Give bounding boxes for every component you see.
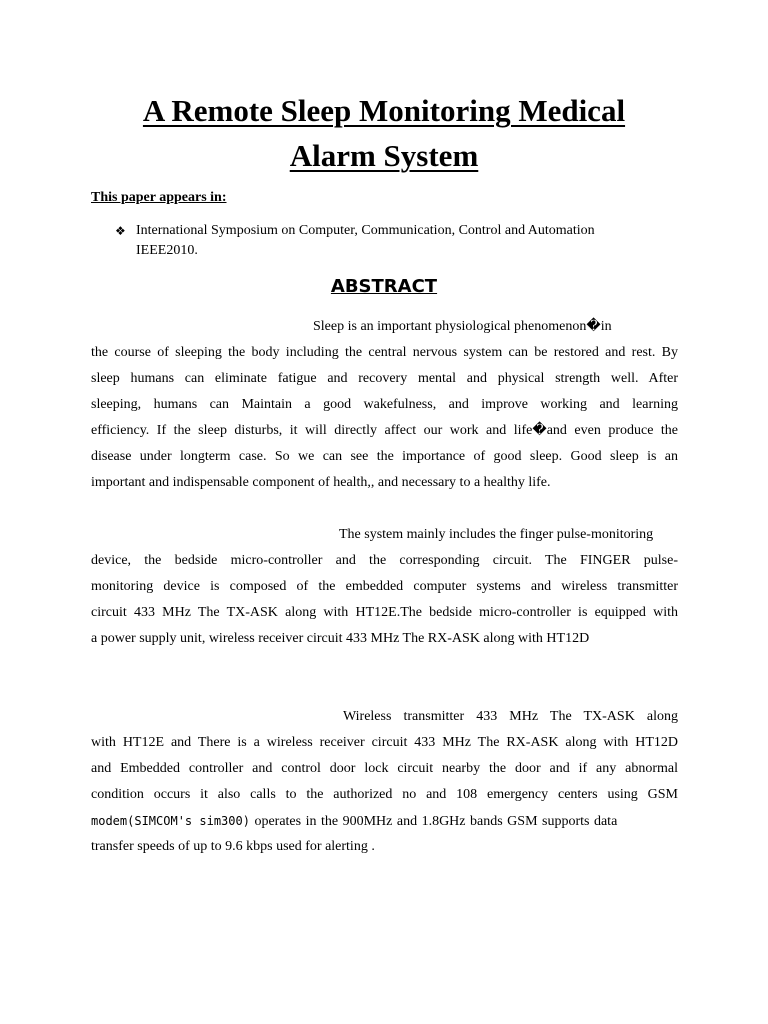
paragraph-line: with HT12E and There is a wireless receiver circuit 433 MHz The RX-ASK along with HT12D — [91, 735, 678, 750]
paragraph-line: important and indispensable component of health,, and necessary to a healthy life. — [91, 475, 551, 490]
title-line-1: A Remote Sleep Monitoring Medical — [142, 93, 626, 128]
modem-line-rest: operates in the 900MHz and 1.8GHz bands GSM supports data — [249, 814, 618, 829]
paragraph-line: transfer speeds of up to 9.6 kbps used for alerting . — [91, 839, 375, 854]
paragraph-line: and Embedded controller and control door lock circuit nearby the door and if any abnormal — [91, 761, 678, 776]
title-line-2: Alarm System — [289, 138, 479, 173]
diamond-bullet-icon: ❖ — [115, 224, 126, 238]
appears-in-label: This paper appears in: — [91, 190, 227, 205]
abstract-paragraph-1 — [91, 314, 678, 496]
venue-line-1: International Symposium on Computer, Communication, Control and Automation — [136, 223, 595, 238]
paragraph-line: circuit 433 MHz The TX-ASK along with HT12E.The bedside micro-controller is equipped with — [91, 605, 678, 620]
paragraph-line: condition occurs it also calls to the authorized no and 108 emergency centers using GSM — [91, 787, 678, 802]
paper-title — [0, 88, 768, 178]
paragraph-line: efficiency. If the sleep disturbs, it will directly affect our work and life�and even produce the — [91, 423, 678, 438]
venue-line-2: IEEE2010. — [136, 243, 198, 258]
paragraph-line: a power supply unit, wireless receiver circuit 433 MHz The RX-ASK along with HT12D — [91, 631, 590, 646]
paragraph-line: device, the bedside micro-controller and the corresponding circuit. The FINGER pulse- — [91, 553, 678, 568]
paragraph-line: The system mainly includes the finger pulse-monitoring — [339, 527, 654, 542]
paragraph-line: sleeping, humans can Maintain a good wakefulness, and improve working and learning — [91, 397, 678, 412]
paragraph-line: sleep humans can eliminate fatigue and recovery mental and physical strength well. After — [91, 371, 678, 386]
paragraph-line-mixed — [91, 808, 678, 834]
paragraph-line: monitoring device is composed of the embedded computer systems and wireless transmitter — [91, 579, 678, 594]
paragraph-line: Wireless transmitter 433 MHz The TX-ASK along — [343, 709, 678, 724]
abstract-paragraph-3 — [91, 704, 678, 860]
abstract-heading: ABSTRACT — [330, 276, 438, 297]
modem-model-text: modem(SIMCOM's sim300) — [91, 814, 250, 828]
paragraph-line: the course of sleeping the body including the central nervous system can be restored and rest. By — [91, 345, 678, 360]
venue-text — [136, 221, 666, 261]
paragraph-line: Sleep is an important physiological phenomenon�in — [313, 319, 612, 334]
abstract-paragraph-2 — [91, 522, 678, 652]
paragraph-line: disease under longterm case. So we can see the importance of good sleep. Good sleep is an — [91, 449, 678, 464]
